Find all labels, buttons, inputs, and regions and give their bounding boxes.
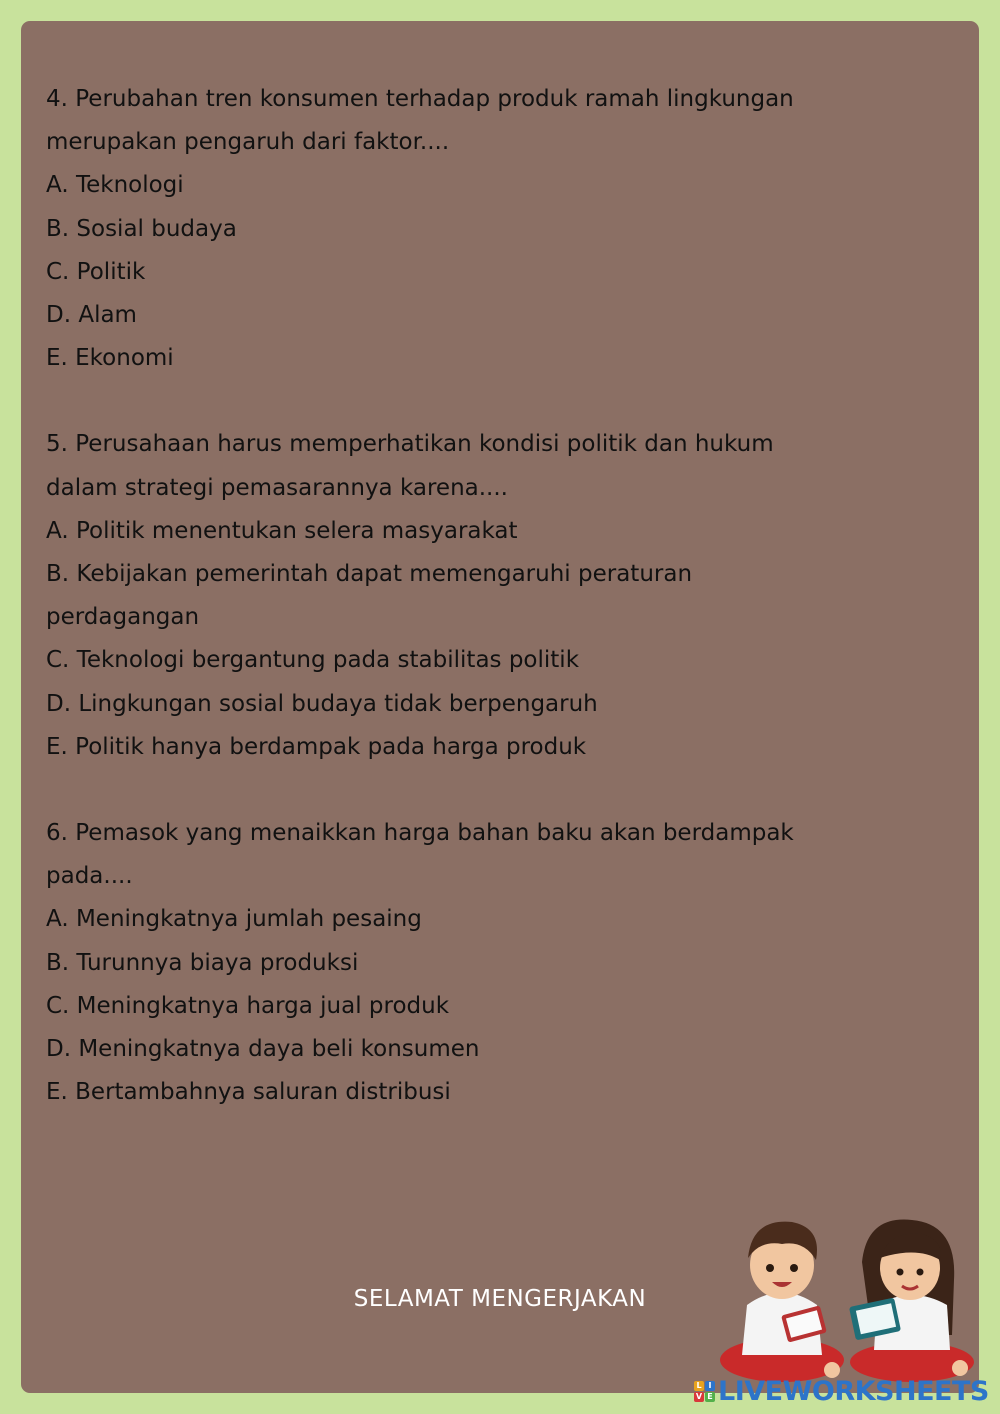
question-stem-line: merupakan pengaruh dari faktor.... — [46, 129, 450, 156]
children-reading-illustration — [712, 1210, 982, 1385]
answer-option-b[interactable]: B. Turunnya biaya produksi — [46, 949, 359, 976]
question-5 — [46, 423, 846, 769]
answer-option-b-continued[interactable]: perdagangan — [46, 604, 200, 631]
answer-option-b[interactable]: B. Sosial budaya — [46, 215, 237, 242]
liveworksheets-logo[interactable] — [694, 1376, 989, 1406]
liveworksheets-logo-icon: L I V E — [694, 1381, 715, 1402]
question-6 — [46, 812, 846, 1114]
answer-option-c[interactable]: C. Teknologi bergantung pada stabilitas politik — [46, 647, 580, 674]
question-stem-line: dalam strategi pemasarannya karena.... — [46, 474, 508, 501]
answer-option-c[interactable]: C. Politik — [46, 258, 146, 285]
logo-text: LIVEWORKSHEETS — [718, 1375, 989, 1407]
answer-option-d[interactable]: D. Lingkungan sosial budaya tidak berpengaruh — [46, 690, 598, 717]
question-stem-line: 5. Perusahaan harus memperhatikan kondisi politik dan hukum — [46, 431, 774, 458]
question-stem-line: pada.... — [46, 863, 133, 890]
question-list — [46, 78, 846, 1157]
answer-option-d[interactable]: D. Alam — [46, 302, 137, 329]
answer-option-b[interactable]: B. Kebijakan pemerintah dapat memengaruhi peraturan — [46, 561, 693, 588]
closing-message: SELAMAT MENGERJAKAN — [353, 1286, 647, 1312]
answer-option-a[interactable]: A. Meningkatnya jumlah pesaing — [46, 906, 422, 933]
answer-option-e[interactable]: E. Ekonomi — [46, 345, 174, 372]
answer-option-a[interactable]: A. Politik menentukan selera masyarakat — [46, 517, 518, 544]
answer-option-e[interactable]: E. Politik hanya berdampak pada harga produk — [46, 733, 587, 760]
answer-option-a[interactable]: A. Teknologi — [46, 172, 184, 199]
question-stem-line: 4. Perubahan tren konsumen terhadap produk ramah lingkungan — [46, 86, 794, 112]
answer-option-d[interactable]: D. Meningkatnya daya beli konsumen — [46, 1036, 480, 1063]
answer-option-e[interactable]: E. Bertambahnya saluran distribusi — [46, 1079, 451, 1106]
question-stem-line: 6. Pemasok yang menaikkan harga bahan baku akan berdampak — [46, 820, 794, 847]
question-4 — [46, 78, 846, 380]
answer-option-c[interactable]: C. Meningkatnya harga jual produk — [46, 992, 450, 1019]
